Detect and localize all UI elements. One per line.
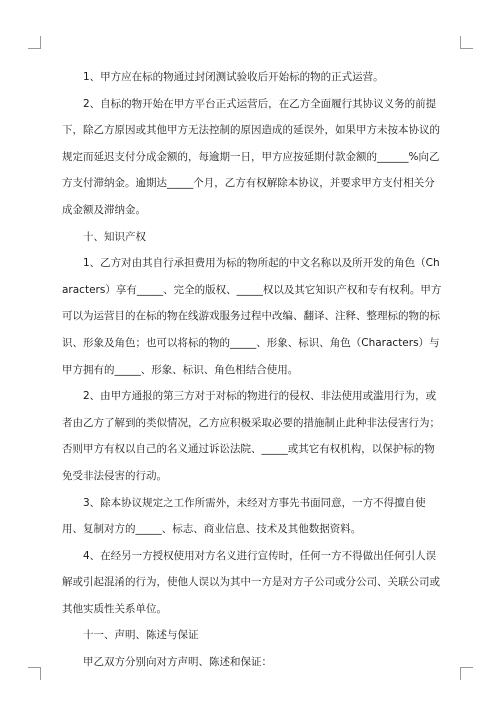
- section-heading-ip: 十、知识产权: [83, 230, 146, 243]
- section-heading-representations: 十一、声明、陈述与保证: [83, 629, 199, 642]
- crop-mark-bottom-right: [460, 667, 473, 680]
- paragraph-ip-3: 3、除本协议规定之工作所需外，未经对方事先书面同意，一方不得擅自使用、复制对方的_____、标志、商业信息、技术及其他数据资料。: [62, 496, 426, 536]
- paragraph-ip-1: 1、乙方对由其自行承担费用为标的物所起的中文名称以及所开发的角色（Characters）享有_____、完全的版权、_____权以及其它知识产权和专有权利。甲方可以为运营目的在标的物在线游戏服务过程中改编、翻译、注释、整理标的物的标识、形象及角色；也可以将标的物的_____、形象、标识、角色（Characters）与甲方拥有的_____、形象、标识、角色相结合使用。: [62, 257, 442, 376]
- paragraph-ip-2: 2、由甲方通报的第三方对于对标的物进行的侵权、非法使用或滥用行为，或者由乙方了解到的类似情况，乙方应积极采取必要的措施制止此种非法侵害行为；否则甲方有权以自己的名义通过诉讼法院、_____或其它有权机构，以保护标的物免受非法侵害的行动。: [62, 390, 440, 482]
- paragraph-representations-intro: 甲乙双方分别向对方声明、陈述和保证：: [83, 656, 272, 669]
- paragraph-2: 2、自标的物开始在甲方平台正式运营后，在乙方全面履行其协议义务的前提下，除乙方原因或其他甲方无法控制的原因造成的延误外，如果甲方未按本协议的规定而延迟支付分成金额的，每逾期一日，甲方应按延期付款金额的______%向乙方支付滞纳金。逾期达_____个月，乙方有权解除本协议，并要求甲方支付相关分成金额及滞纳金。: [62, 97, 440, 216]
- paragraph-1: 1、甲方应在标的物通过封闭测试验收后开始标的物的正式运营。: [83, 71, 384, 83]
- crop-mark-top-left: [28, 36, 41, 49]
- document-body: [62, 64, 442, 676]
- paragraph-ip-4: 4、在经另一方授权使用对方名义进行宣传时，任何一方不得做出任何引人误解或引起混淆的行为，使他人误以为其中一方是对方子公司或分公司、关联公司或其他实质性关系单位。: [62, 549, 440, 615]
- crop-mark-bottom-left: [28, 667, 41, 680]
- crop-mark-top-right: [460, 36, 473, 49]
